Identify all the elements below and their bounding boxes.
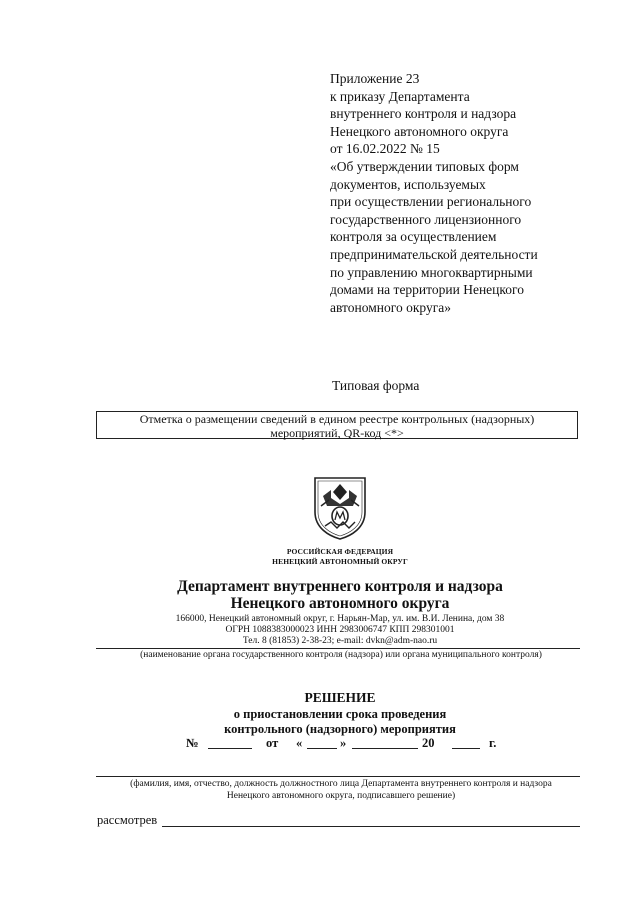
quote-open: « <box>296 736 303 750</box>
department-name-line1: Департамент внутреннего контроля и надзора <box>177 578 503 595</box>
decision-month-field[interactable] <box>352 736 418 749</box>
appendix-line: Приложение 23 <box>330 71 420 86</box>
year-prefix: 20 <box>422 736 435 750</box>
appendix-line: документов, используемых <box>330 176 486 192</box>
nenets-coat-of-arms-icon <box>313 476 367 540</box>
decision-day-field[interactable] <box>307 736 337 749</box>
appendix-line: автономного округа» <box>330 299 451 315</box>
appendix-line: Ненецкого автономного округа <box>330 123 509 139</box>
appendix-line: домами на территории Ненецкого <box>330 282 524 298</box>
appendix-line: к приказу Департамента <box>330 88 470 104</box>
quote-close: » <box>340 736 347 750</box>
form-type-label: Типовая форма <box>332 378 420 393</box>
department-address: 166000, Ненецкий автономный округ, г. Нарьян-Мар, ул. им. В.И. Ленина, дом 38 <box>175 614 505 624</box>
number-sign: № <box>186 736 199 750</box>
appendix-line: при осуществлении регионального <box>330 194 532 210</box>
federation-line1: РОССИЙСКАЯ ФЕДЕРАЦИЯ <box>286 547 394 556</box>
registry-mark-line1: Отметка о размещении сведений в едином реестре контрольных (надзорных) <box>139 412 535 426</box>
decision-number-field[interactable] <box>208 736 252 749</box>
decision-year-field[interactable] <box>452 736 480 749</box>
considered-label: рассмотрев <box>97 813 158 827</box>
official-caption-line1: (фамилия, имя, отчество, должность должностного лица Департамента внутреннего контроля и надзора <box>130 779 552 789</box>
year-suffix: г. <box>489 736 497 750</box>
registry-mark-box <box>96 411 578 439</box>
appendix-line: по управлению многоквартирными <box>330 264 533 280</box>
official-underline[interactable] <box>96 776 580 777</box>
authority-underline <box>96 648 580 649</box>
appendix-header <box>330 70 630 316</box>
authority-caption: (наименование органа государственного контроля (надзора) или органа муниципального контроля) <box>140 650 542 660</box>
decision-subtitle-line1: о приостановлении срока проведения <box>233 707 447 721</box>
official-caption-line2: Ненецкого автономного округа, подписавшего решение) <box>226 791 456 801</box>
appendix-line: «Об утверждении типовых форм <box>330 158 519 174</box>
department-name-line2: Ненецкого автономного округа <box>230 595 450 612</box>
appendix-line: от 16.02.2022 № 15 <box>330 141 440 157</box>
appendix-line: контроля за осуществлением <box>330 229 497 245</box>
from-label: от <box>266 736 279 750</box>
decision-title: РЕШЕНИЕ <box>304 690 376 705</box>
appendix-line: внутреннего контроля и надзора <box>330 106 517 122</box>
appendix-line: государственного лицензионного <box>330 211 522 227</box>
decision-subtitle-line2: контрольного (надзорного) мероприятия <box>224 722 456 736</box>
considered-field[interactable] <box>162 826 580 827</box>
appendix-line: предпринимательской деятельности <box>330 246 538 262</box>
registry-mark-line2: мероприятий, QR-код <*> <box>270 425 404 440</box>
department-contacts: Тел. 8 (81853) 2-38-23; e-mail: dvkn@adm-nao.ru <box>242 636 438 646</box>
federation-line2: НЕНЕЦКИЙ АВТОНОМНЫЙ ОКРУГ <box>272 557 408 566</box>
department-ids: ОГРН 1088383000023 ИНН 2983006747 КПП 298301001 <box>225 625 455 635</box>
